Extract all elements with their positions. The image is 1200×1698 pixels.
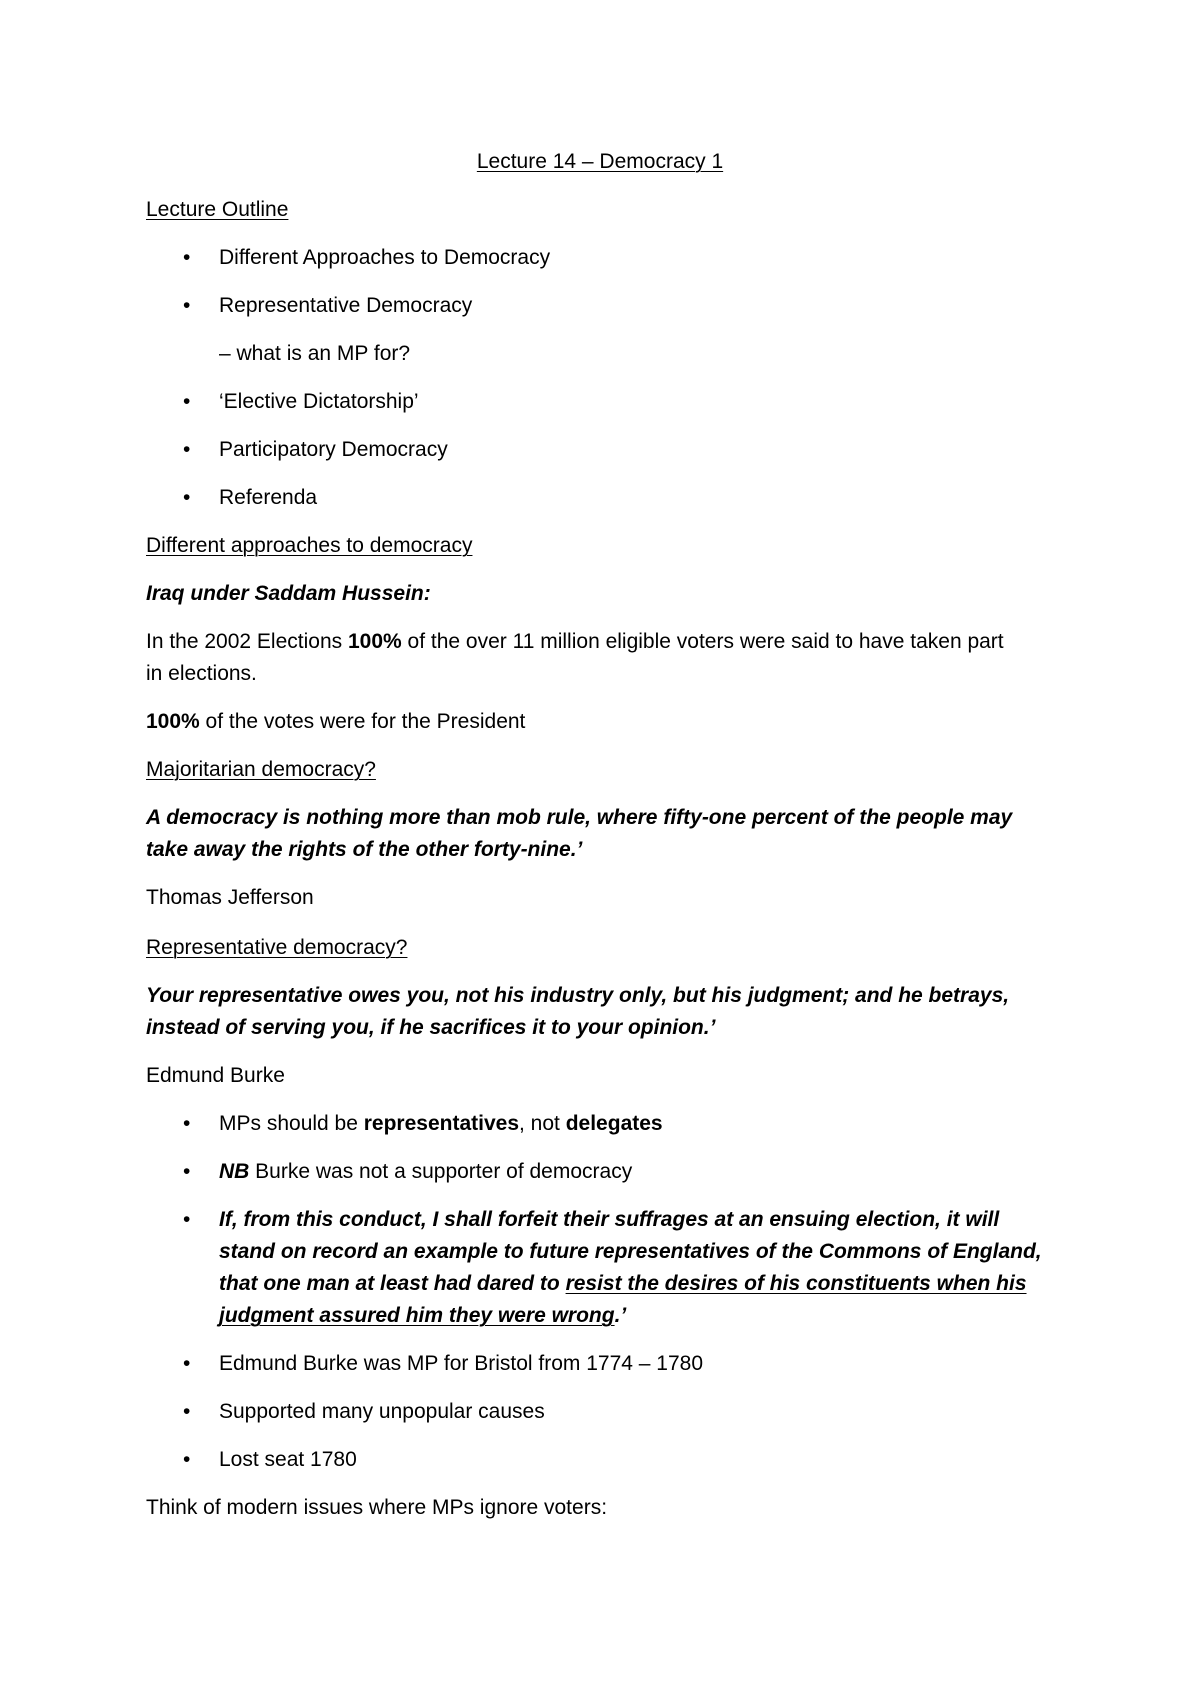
- bullet-icon: •: [183, 486, 191, 509]
- section-heading-representative: Representative democracy?: [146, 936, 408, 959]
- jefferson-quote-line2: take away the rights of the other forty-nine.’: [146, 838, 583, 861]
- bullet-icon: •: [183, 1352, 191, 1375]
- bullet-icon: •: [183, 1400, 191, 1423]
- burke-bullet-text: [219, 1109, 663, 1139]
- text-run: of the votes were for the President: [199, 710, 526, 733]
- bullet-icon: •: [183, 438, 191, 461]
- bullet-icon: •: [183, 1160, 191, 1183]
- president-votes-line: [146, 707, 525, 737]
- burke-quote-line2: instead of serving you, if he sacrifices it to your opinion.’: [146, 1016, 716, 1039]
- jefferson-quote-line1: A democracy is nothing more than mob rule, where fifty-one percent of the people may: [146, 806, 1013, 829]
- bullet-icon: •: [183, 390, 191, 413]
- section-heading-approaches: Different approaches to democracy: [146, 534, 473, 557]
- bullet-icon: •: [183, 1448, 191, 1471]
- text-run: , not: [519, 1112, 566, 1135]
- text-run: .’: [614, 1304, 627, 1327]
- iraq-paragraph-line1: [146, 627, 1004, 657]
- bold-italic-text-run: NB: [219, 1160, 250, 1183]
- outline-subitem-text: – what is an MP for?: [219, 342, 411, 365]
- jefferson-attribution: Thomas Jefferson: [146, 886, 314, 909]
- bold-text-run: 100%: [347, 630, 402, 653]
- bold-text-run: representatives: [363, 1112, 520, 1135]
- iraq-subheading: Iraq under Saddam Hussein:: [146, 582, 431, 605]
- burke-bullet-text: [219, 1157, 632, 1187]
- bullet-icon: •: [183, 1112, 191, 1135]
- outline-item-text: Referenda: [219, 486, 318, 509]
- bold-text-run: delegates: [565, 1112, 663, 1135]
- outline-item-text: Different Approaches to Democracy: [219, 246, 551, 269]
- bullet-icon: •: [183, 246, 191, 269]
- outline-item-text: Participatory Democracy: [219, 438, 448, 461]
- underlined-text-run: judgment assured him they were wrong: [219, 1304, 615, 1327]
- bold-text-run: 100%: [146, 710, 200, 733]
- text-run: Burke was not a supporter of democracy: [249, 1160, 633, 1183]
- burke-quote2-line2: stand on record an example to future representatives of the Commons of England,: [219, 1240, 1042, 1263]
- page-title: Lecture 14 – Democracy 1: [476, 150, 724, 173]
- text-run: of the over 11 million eligible voters were said to have taken part: [401, 630, 1004, 653]
- burke-bullet-text: Supported many unpopular causes: [219, 1400, 545, 1423]
- burke-bullet-text: Edmund Burke was MP for Bristol from 1774 – 1780: [219, 1352, 704, 1375]
- outline-item-text: ‘Elective Dictatorship’: [219, 390, 419, 413]
- text-run: In the 2002 Elections: [146, 630, 348, 653]
- outline-heading: Lecture Outline: [146, 198, 289, 221]
- iraq-paragraph-line2: in elections.: [146, 662, 257, 685]
- burke-bullet-text: Lost seat 1780: [219, 1448, 357, 1471]
- burke-quote2-line4: [219, 1301, 626, 1331]
- burke-quote-line1: Your representative owes you, not his industry only, but his judgment; and he betrays,: [146, 984, 1010, 1007]
- section-heading-majoritarian: Majoritarian democracy?: [146, 758, 376, 781]
- text-run: that one man at least had dared to: [219, 1272, 566, 1295]
- burke-attribution: Edmund Burke: [146, 1064, 285, 1087]
- closing-prompt: Think of modern issues where MPs ignore voters:: [146, 1496, 608, 1519]
- underlined-text-run: resist the desires of his constituents when his: [565, 1272, 1027, 1295]
- outline-item-text: Representative Democracy: [219, 294, 473, 317]
- burke-quote2-line1: If, from this conduct, I shall forfeit their suffrages at an ensuing election, it will: [219, 1208, 1000, 1231]
- text-run: MPs should be: [219, 1112, 364, 1135]
- bullet-icon: •: [183, 294, 191, 317]
- burke-quote2-line3: [219, 1269, 1027, 1299]
- bullet-icon: •: [183, 1208, 191, 1231]
